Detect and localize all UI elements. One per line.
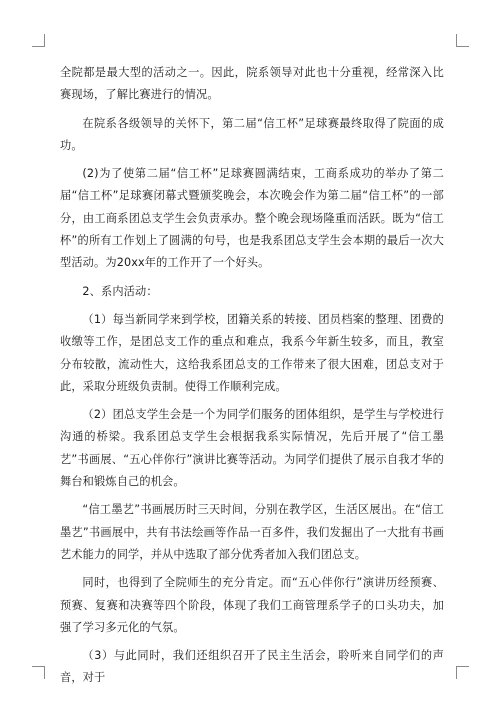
crop-mark-top-left bbox=[32, 34, 45, 47]
paragraph-5: （1）每当新同学来到学校，团籍关系的转接、团员档案的整理、团费的收缴等工作，是团总支工作的重点和难点，我系今年新生较多，而且，教室分布较散，流动性大，这给我系团总支的工作带来了很大困难，团总支对于此，采取分班级负责制。使得工作顺利完成。 bbox=[60, 312, 444, 393]
paragraph-9: （3）与此同时，我们还组织召开了民主生活会，聆听来自同学们的声音，对于 bbox=[60, 649, 444, 685]
document-body bbox=[60, 62, 444, 696]
section-heading-department-activities: 2、系内活动： bbox=[82, 284, 158, 298]
paragraph-7: “信工墨艺”书画展历时三天时间，分别在教学区，生活区展出。在“信工墨艺”书画展中，共有书法绘画等作品一百多件，我们发掘出了一大批有书画艺术能力的同学，并从中选取了部分优秀者加入我们团总支。 bbox=[60, 503, 444, 561]
paragraph-1: 全院都是最大型的活动之一。因此，院系领导对此也十分重视，经常深入比赛现场，了解比赛进行的情况。 bbox=[60, 66, 444, 102]
crop-mark-bottom-left bbox=[32, 666, 45, 679]
crop-mark-top-right bbox=[456, 34, 469, 47]
paragraph-2: 在院系各级领导的关怀下，第二届“信工杯”足球赛最终取得了院面的成功。 bbox=[60, 116, 444, 152]
paragraph-3: (2)为了使第二届“信工杯”足球赛圆满结束，工商系成功的举办了第二届“信工杯”足球赛闭幕式暨颁奖晚会，本次晚会作为第二届“信工杯”的一部分，由工商系团总支学生会负责承办。整个晚会现场隆重而活跃。既为“信工杯”的所有工作划上了圆满的句号，也是我系团总支学生会本期的最后一次大型活动。为20xx年的工作开了一个好头。 bbox=[60, 167, 444, 270]
paragraph-8: 同时，也得到了全院师生的充分肯定。而“五心伴你行”演讲历经预赛、预赛、复赛和决赛等四个阶段，体现了我们工商管理系学子的口头功夫，加强了学习多元化的气氛。 bbox=[60, 576, 444, 634]
paragraph-6: （2）团总支学生会是一个为同学们服务的团体组织，是学生与学校进行沟通的桥梁。我系团总支学生会根据我系实际情况，先后开展了“信工墨艺”书画展、“五心伴你行”演讲比赛等活动。为同学们提供了展示自我才华的舞台和锻炼自己的机会。 bbox=[60, 408, 444, 489]
crop-mark-bottom-right bbox=[456, 666, 469, 679]
